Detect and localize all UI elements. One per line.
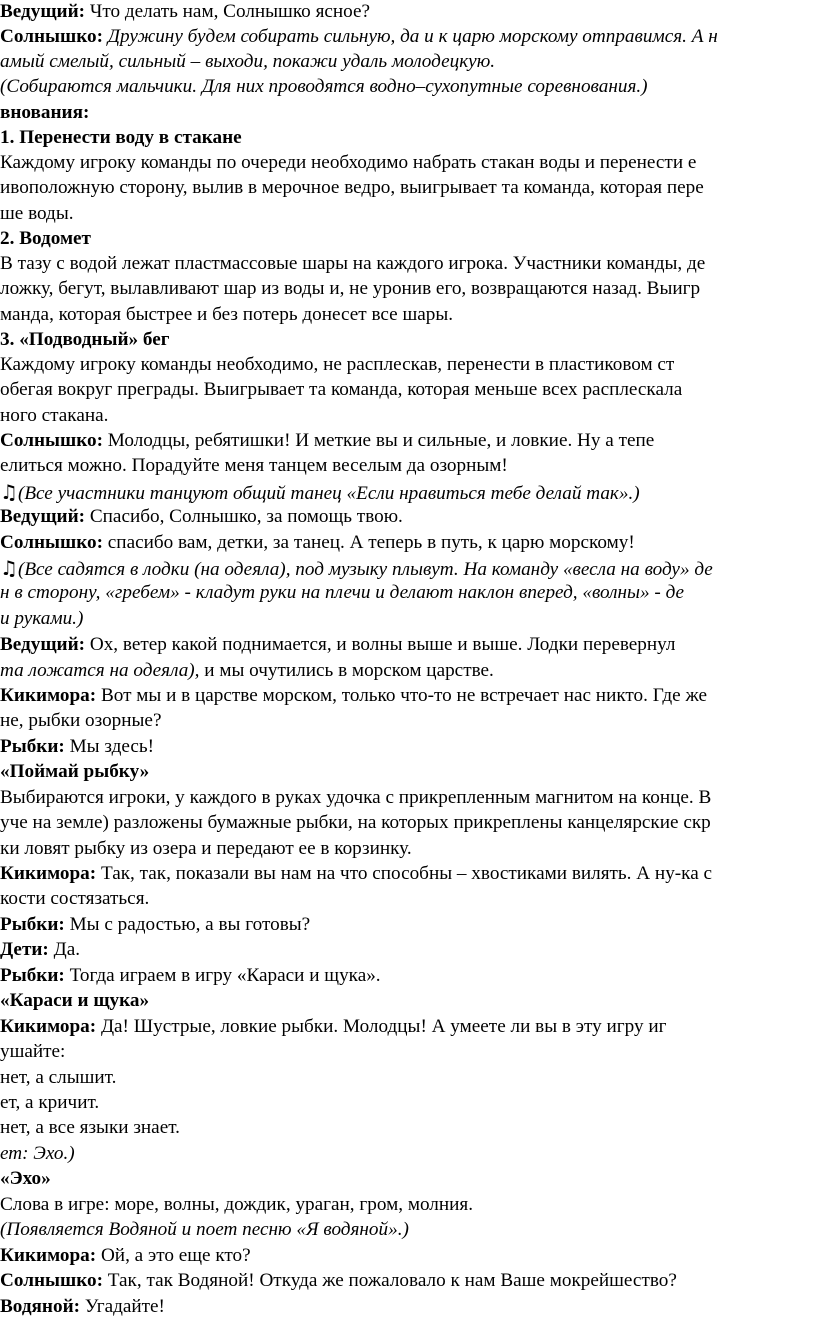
music-note-icon: ♫ (0, 556, 18, 580)
text-line: Солнышко: Молодцы, ребятишки! И меткие вы и сильные, и ловкие. Ну а тепе (0, 430, 655, 451)
text-line: амый смелый, сильный – выходи, покажи удаль молодецкую. (0, 51, 496, 72)
text-line: уче на земле) разложены бумажные рыбки, на которых прикреплены канцелярские скр (0, 812, 711, 833)
text-line: Водяной: Угадайте! (0, 1296, 165, 1317)
text-line: Ведущий: Что делать нам, Солнышко ясное? (0, 1, 371, 22)
text-line: кости состязаться. (0, 888, 150, 909)
text-line: нет, а слышит. (0, 1067, 117, 1088)
text-line: Кикимора: Так, так, показали вы нам на что способны – хвостиками вилять. А ну-ка с (0, 863, 713, 884)
section-heading: внования: (0, 102, 90, 123)
text-line: Рыбки: Мы с радостью, а вы готовы? (0, 914, 311, 935)
text-line: Рыбки: Тогда играем в игру «Караси и щука». (0, 965, 381, 986)
text-line: Каждому игроку команды необходимо, не расплескав, перенести в пластиковом ст (0, 354, 675, 375)
section-heading: 3. «Подводный» бег (0, 329, 170, 350)
text-line: Солнышко: спасибо вам, детки, за танец. А теперь в путь, к царю морскому! (0, 532, 635, 553)
text-line: ♫(Все садятся в лодки (на одеяла), под музыку плывут. На команду «весла на воду» де (0, 556, 713, 580)
text-line: ушайте: (0, 1041, 66, 1062)
section-heading: 1. Перенести воду в стакане (0, 127, 242, 148)
text-line: нет, а все языки знает. (0, 1117, 180, 1138)
text-line: елиться можно. Порадуйте меня танцем веселым да озорным! (0, 455, 508, 476)
text-line: Слова в игре: море, волны, дождик, ураган, гром, молния. (0, 1194, 474, 1215)
section-heading: «Эхо» (0, 1168, 51, 1189)
text-line: Ведущий: Спасибо, Солнышко, за помощь твою. (0, 506, 403, 527)
text-line: Выбираются игроки, у каждого в руках удочка с прикрепленным магнитом на конце. В (0, 787, 712, 808)
text-line: Каждому игроку команды по очереди необходимо набрать стакан воды и перенести е (0, 152, 697, 173)
text-line: В тазу с водой лежат пластмассовые шары на каждого игрока. Участники команды, де (0, 253, 706, 274)
section-heading: 2. Водомет (0, 228, 91, 249)
text-line: Дети: Да. (0, 939, 81, 960)
text-line: и руками.) (0, 608, 84, 629)
text-line: ет, а кричит. (0, 1092, 100, 1113)
text-line: н в сторону, «гребем» - кладут руки на плечи и делают наклон вперед, «волны» - де (0, 582, 685, 603)
text-line: Солнышко: Дружину будем собирать сильную, да и к царю морскому отправимся. А н (0, 26, 718, 47)
text-line: ки ловят рыбку из озера и передают ее в корзинку. (0, 838, 412, 859)
text-line: Кикимора: Да! Шустрые, ловкие рыбки. Молодцы! А умеете ли вы в эту игру иг (0, 1016, 667, 1037)
section-heading: «Караси и щука» (0, 990, 150, 1011)
text-line: ет: Эхо.) (0, 1143, 75, 1164)
text-line: (Появляется Водяной и поет песню «Я водяной».) (0, 1219, 409, 1240)
section-heading: «Поймай рыбку» (0, 761, 150, 782)
text-line: Кикимора: Ой, а это еще кто? (0, 1245, 251, 1266)
text-line: не, рыбки озорные? (0, 710, 162, 731)
text-line: ♫(Все участники танцуют общий танец «Если нравиться тебе делай так».) (0, 480, 640, 504)
text-line: ложку, бегут, вылавливают шар из воды и, не уронив его, возвращаются назад. Выигр (0, 278, 701, 299)
text-line: Ведущий: Ох, ветер какой поднимается, и волны выше и выше. Лодки перевернул (0, 634, 676, 655)
text-line: та ложатся на одеяла), и мы очутились в морском царстве. (0, 660, 494, 681)
text-line: ше воды. (0, 203, 74, 224)
text-line: ивоположную сторону, вылив в мерочное ведро, выигрывает та команда, которая пере (0, 177, 704, 198)
text-line: манда, которая быстрее и без потерь донесет все шары. (0, 304, 454, 325)
text-line: ного стакана. (0, 405, 109, 426)
text-line: Солнышко: Так, так Водяной! Откуда же пожаловало к нам Ваше мокрейшество? (0, 1270, 677, 1291)
music-note-icon: ♫ (0, 480, 18, 504)
text-line: Кикимора: Вот мы и в царстве морском, только что-то не встречает нас никто. Где же (0, 685, 707, 706)
text-line: (Собираются мальчики. Для них проводятся водно–сухопутные соревнования.) (0, 76, 648, 97)
text-line: Рыбки: Мы здесь! (0, 736, 154, 757)
text-line: обегая вокруг преграды. Выигрывает та команда, которая меньше всех расплескала (0, 379, 683, 400)
